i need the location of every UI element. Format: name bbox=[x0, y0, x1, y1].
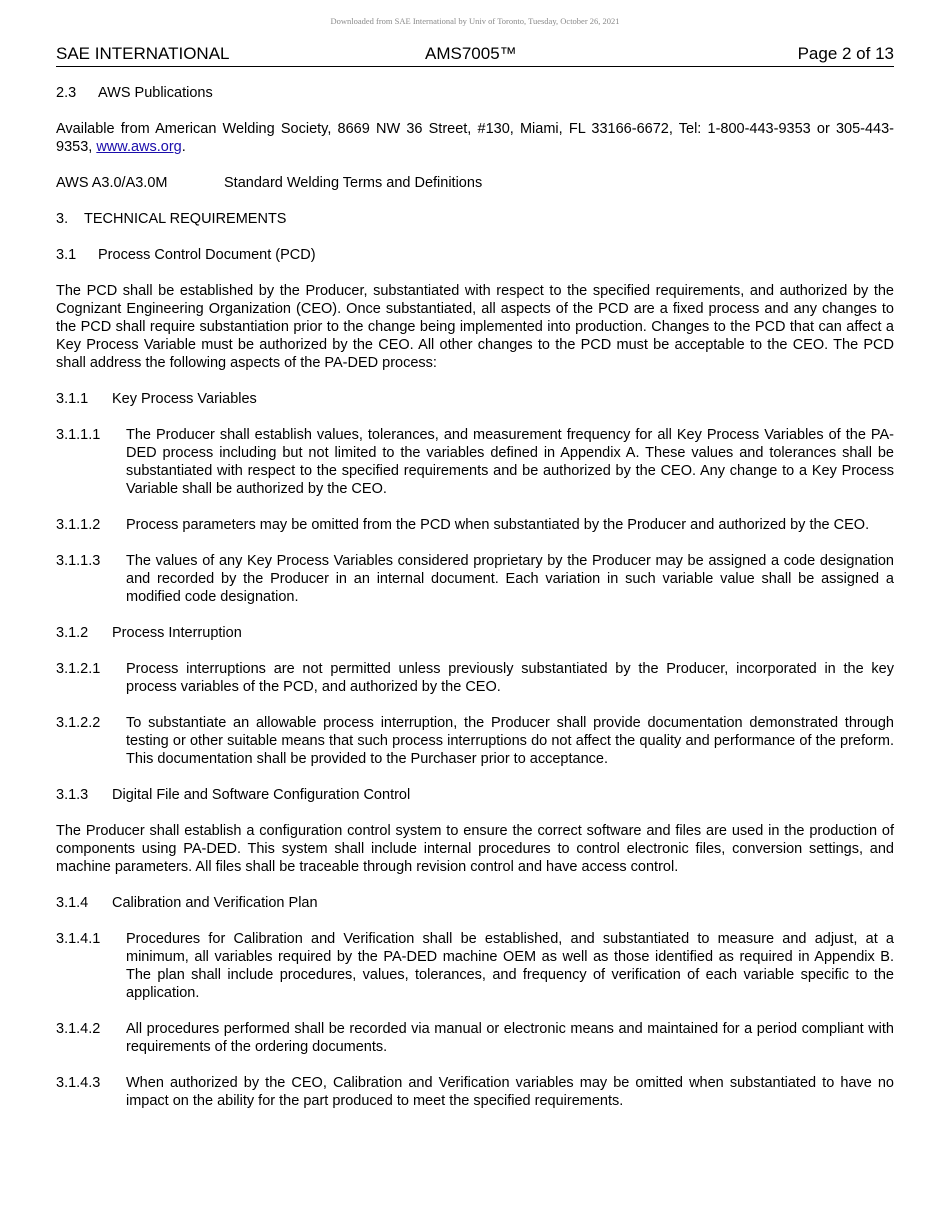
section-3-heading bbox=[56, 210, 894, 228]
header-publisher: SAE INTERNATIONAL bbox=[56, 44, 230, 63]
section-3-1-heading bbox=[56, 246, 894, 264]
section-title: Key Process Variables bbox=[112, 391, 257, 407]
section-title: Process Interruption bbox=[112, 625, 242, 641]
section-number: 3.1.3 bbox=[56, 787, 89, 803]
section-3-1-4-heading bbox=[56, 894, 894, 912]
aws-availability-paragraph bbox=[56, 120, 894, 156]
download-watermark: Downloaded from SAE International by Univ of Toronto, Tuesday, October 26, 2021 bbox=[330, 16, 620, 26]
clause-text: Process interruptions are not permitted unless previously substantiated by the Producer, incorporated in the key process variables of the PCD, and authorized by the CEO. bbox=[126, 661, 894, 695]
reference-row bbox=[56, 174, 894, 192]
clause-number: 3.1.4.2 bbox=[56, 1021, 101, 1037]
page-header bbox=[56, 44, 894, 67]
clause-text: When authorized by the CEO, Calibration and Verification variables may be omitted when substantiated to have no impact on the ability for the part produced to meet the specified requirements. bbox=[126, 1075, 894, 1109]
section-number: 3.1.4 bbox=[56, 895, 89, 911]
clause-item bbox=[56, 426, 894, 498]
clause-number: 3.1.4.1 bbox=[56, 931, 101, 947]
reference-code: AWS A3.0/A3.0M bbox=[56, 175, 168, 191]
clause-item bbox=[56, 1074, 894, 1110]
aws-period: . bbox=[181, 139, 186, 155]
section-title: Process Control Document (PCD) bbox=[98, 247, 316, 263]
clause-number: 3.1.2.2 bbox=[56, 715, 101, 731]
section-number: 3.1.2 bbox=[56, 625, 89, 641]
clause-item bbox=[56, 660, 894, 696]
section-number: 3.1.1 bbox=[56, 391, 89, 407]
pcd-paragraph: The PCD shall be established by the Producer, substantiated with respect to the specified requirements, and authorized by the Cognizant Engineering Organization (CEO). Once substantiated, all aspects of the PCD are a fixed process and any changes to the PCD shall require substantiation prior to the change being implemented into production. Changes to the PCD that can affect a Key Process Variable must be authorized by the CEO. All other changes to the PCD must be acceptable to the CEO. The PCD shall address the following aspects of the PA-DED process: bbox=[56, 283, 894, 371]
document-body bbox=[56, 84, 894, 1128]
header-doc-number: AMS7005™ bbox=[425, 44, 517, 63]
section-title: TECHNICAL REQUIREMENTS bbox=[84, 211, 287, 227]
section-title: Digital File and Software Configuration Control bbox=[112, 787, 411, 803]
section-title: AWS Publications bbox=[98, 85, 213, 101]
aws-website-link[interactable]: www.aws.org bbox=[96, 139, 182, 155]
aws-availability-text: Available from American Welding Society, 8669 NW 36 Street, #130, Miami, FL 33166-6672, Tel: 1-800-443-9353 or 305-443-9353, bbox=[56, 121, 894, 155]
clause-item bbox=[56, 516, 894, 534]
clause-item bbox=[56, 930, 894, 1002]
clause-text: To substantiate an allowable process interruption, the Producer shall provide documentation demonstrated through testing or other suitable means that such process interruptions do not affect the quality and performance of the preform. This documentation shall be provided to the Purchaser prior to acceptance. bbox=[126, 715, 894, 767]
clause-text: All procedures performed shall be recorded via manual or electronic means and maintained for a period compliant with requirements of the ordering documents. bbox=[126, 1021, 894, 1055]
section-3-1-3-heading bbox=[56, 786, 894, 804]
header-page-number: Page 2 of 13 bbox=[797, 44, 894, 63]
reference-title: Standard Welding Terms and Definitions bbox=[224, 175, 483, 191]
configuration-control-paragraph: The Producer shall establish a configuration control system to ensure the correct software and files are used in the production of components using PA-DED. This system shall include internal procedures to control electronic files, conversion settings, and machine parameters. All files shall be traceable through revision control and have access control. bbox=[56, 823, 894, 875]
section-number: 3. bbox=[56, 211, 69, 227]
clause-number: 3.1.1.2 bbox=[56, 517, 101, 533]
clause-item bbox=[56, 714, 894, 768]
clause-number: 3.1.4.3 bbox=[56, 1075, 101, 1091]
section-3-1-2-heading bbox=[56, 624, 894, 642]
clause-text: Process parameters may be omitted from the PCD when substantiated by the Producer and authorized by the CEO. bbox=[126, 517, 870, 533]
clause-text: The values of any Key Process Variables considered proprietary by the Producer may be assigned a code designation and recorded by the Producer in an internal document. Each variation in such variable value shall be assigned a modified code designation. bbox=[126, 553, 894, 605]
section-2-3-heading bbox=[56, 84, 894, 102]
clause-number: 3.1.1.1 bbox=[56, 427, 101, 443]
clause-text: The Producer shall establish values, tolerances, and measurement frequency for all Key Process Variables of the PA-DED process including but not limited to the variables defined in Appendix A. These values and tolerances shall be substantiated with respect to the specified requirements and be authorized by the CEO. Any change to a Key Process Variable shall be authorized by the CEO. bbox=[126, 427, 894, 497]
clause-number: 3.1.2.1 bbox=[56, 661, 101, 677]
section-title: Calibration and Verification Plan bbox=[112, 895, 318, 911]
section-number: 3.1 bbox=[56, 247, 77, 263]
section-3-1-1-heading bbox=[56, 390, 894, 408]
section-number: 2.3 bbox=[56, 85, 77, 101]
clause-number: 3.1.1.3 bbox=[56, 553, 101, 569]
clause-text: Procedures for Calibration and Verification shall be established, and substantiated to measure and adjust, at a minimum, all variables required by the PA-DED machine OEM as well as those identified as required in Appendix B. The plan shall include procedures, values, tolerances, and frequency of verification of each variable specific to the application. bbox=[126, 931, 894, 1001]
clause-item bbox=[56, 552, 894, 606]
clause-item bbox=[56, 1020, 894, 1056]
